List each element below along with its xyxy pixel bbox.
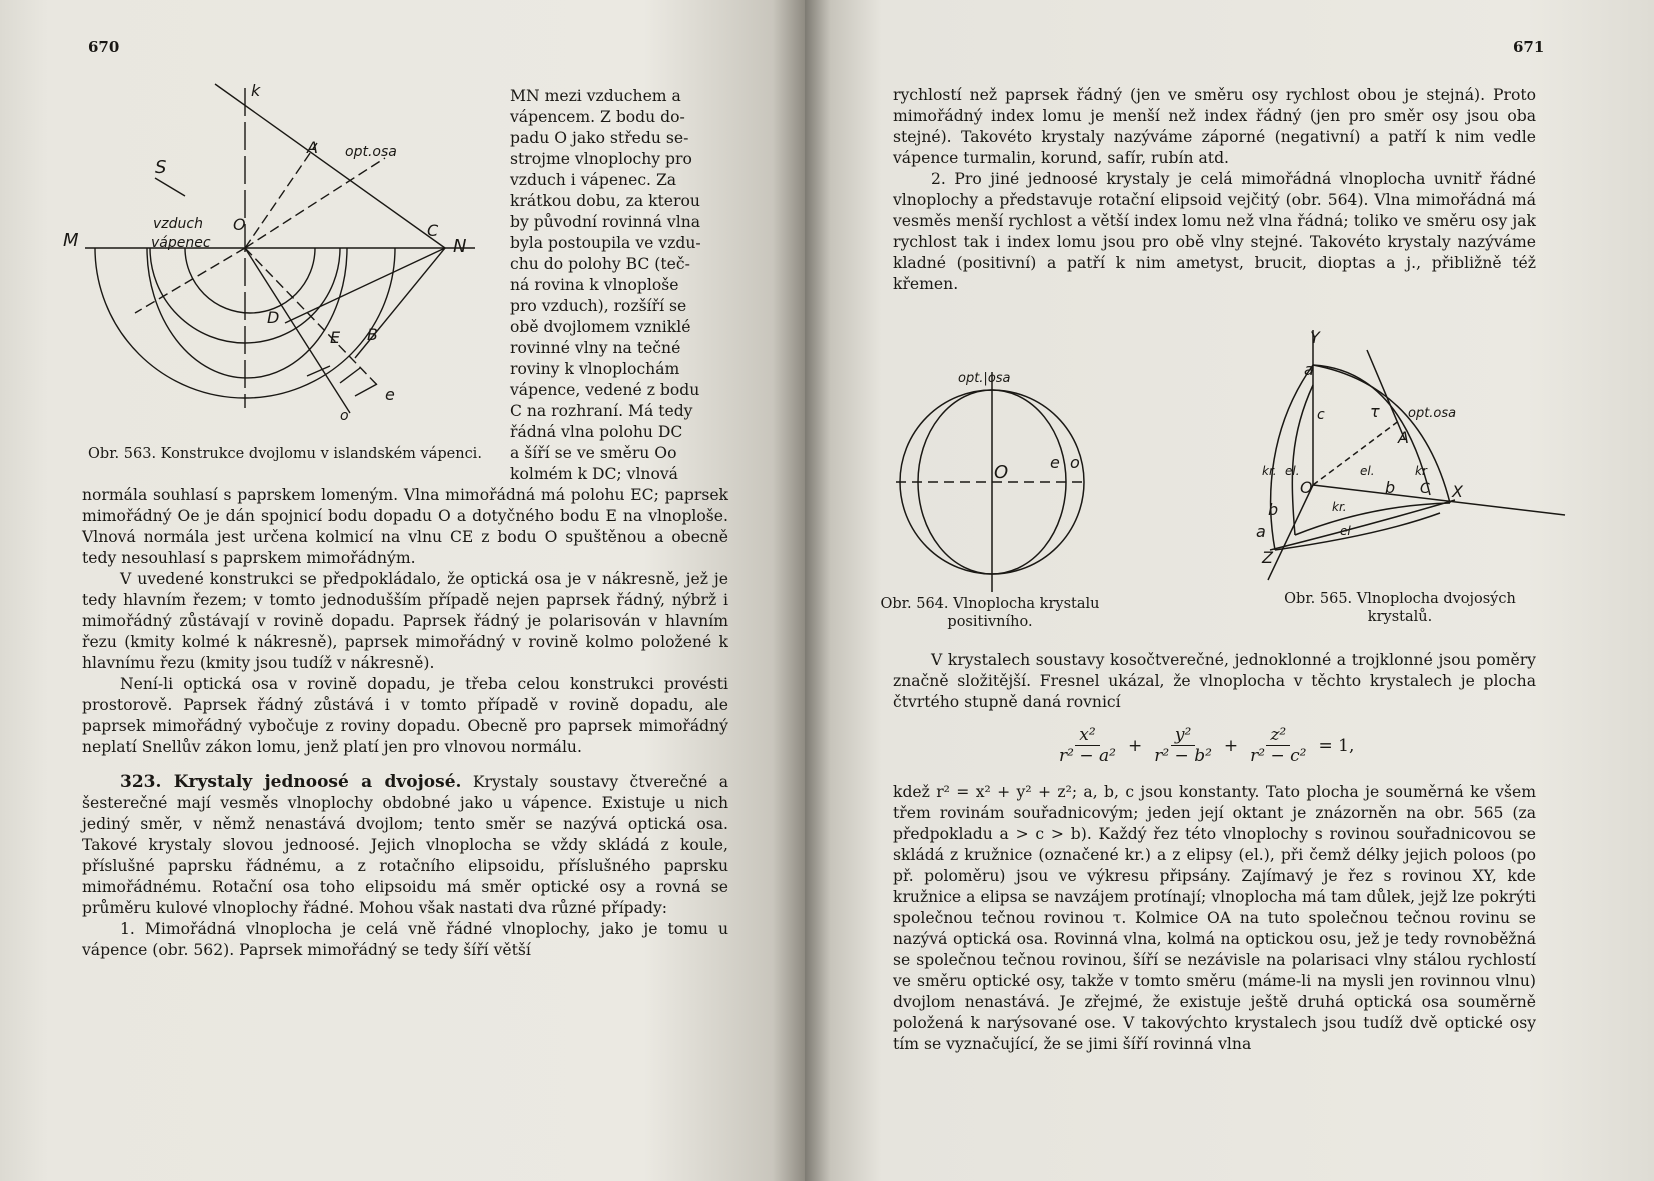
page-number: 670 <box>88 38 120 56</box>
label-O: O <box>1300 478 1313 497</box>
wrap-line: chu do polohy BC (teč- <box>510 255 690 273</box>
term-2-den: r² − b² <box>1154 746 1212 766</box>
figure-565-diagram <box>1256 325 1580 595</box>
label-el-2: el. <box>1360 464 1375 478</box>
fresnel-equation <box>1055 725 1354 766</box>
term-3-den: r² − c² <box>1250 746 1307 766</box>
term-1 <box>1055 725 1120 766</box>
term-1-num: x² <box>1075 725 1099 746</box>
label-Z: Z <box>1262 548 1273 567</box>
label-M: M <box>63 230 79 251</box>
paragraph: rychlostí než paprsek řádný (jen ve směru osy rychlost obou je stejná). Proto mimořádný index lomu je menší než index řádný (jen pro směr osy jsou oba stejné). Takovéto krystaly nazýváme záporné (negativní) a patří k nim vedle vápence turmalin, korund, safír, rubín atd. <box>893 86 1536 167</box>
wrap-line: vápencem. Z bodu do- <box>510 108 685 126</box>
plus-1: + <box>1127 735 1143 756</box>
label-o: o <box>340 408 349 424</box>
label-opt-osa: opt.osa <box>345 144 397 160</box>
label-e: e <box>385 385 395 404</box>
label-a-left: a <box>1256 522 1266 541</box>
wrap-line: rovinné vlny na tečné <box>510 339 681 357</box>
label-b-left: b <box>1268 500 1279 519</box>
label-e: e <box>1050 453 1060 472</box>
label-o: o <box>1070 453 1080 472</box>
plus-2: + <box>1223 735 1239 756</box>
label-X: X <box>1452 482 1463 501</box>
label-S: S <box>155 157 167 178</box>
label-A: A <box>1398 428 1409 447</box>
left-page <box>0 0 805 1181</box>
label-O: O <box>233 215 246 234</box>
wrap-line: obě dvojlomem vzniklé <box>510 318 691 336</box>
wrap-line: roviny k vlnoplochám <box>510 360 680 378</box>
label-kr-1: kr. <box>1262 464 1277 478</box>
label-a-top: a <box>1304 360 1314 379</box>
figure-564-caption: Obr. 564. Vlnoplocha krystalu positivního. <box>880 596 1100 630</box>
label-E: E <box>330 328 341 347</box>
figure-563-diagram <box>55 78 500 438</box>
label-k: k <box>251 81 261 100</box>
item-2: 2. Pro jiné jednoosé krystaly je celá mimořádná vlnoplocha uvnitř řádné vlnoplochy a představuje rotační elipsoid vejčitý (obr. 564). Vlna mimořádná má vesměs menší rychlost a větší index lomu než vlna řádná; toliko ve směru osy jak rychlost tak i index lomu jsou pro obě vlny stejné. Takovéto krystaly nazýváme kladné (positivní) a patří k nim ametyst, brucit, dioptas a j., přibližně též křemen. <box>893 170 1536 293</box>
label-opt-osa: opt.osa <box>1408 406 1457 421</box>
wrap-text-column <box>510 86 728 485</box>
wrap-line: a šíří se ve směru Oo <box>510 444 677 462</box>
paragraph: normála souhlasí s paprskem lomeným. Vlna mimořádná má polohu EC; paprsek mimořádný Oe je dán spojnicí bodu dopadu O a dotyčného bodu E na vlnoploše. Vlnová normála jest určena kolmicí na vlnu CE z bodu O spuštěnou a obecně tedy nesouhlasí s paprskem mimořádným. <box>82 486 728 567</box>
wrap-line: pro vzduch), rozšíří se <box>510 297 687 315</box>
wrap-line: by původní rovinná vlna <box>510 213 701 231</box>
wrap-line: ná rovina k vlnoploše <box>510 276 679 294</box>
label-b: b <box>1385 478 1396 497</box>
right-page <box>805 0 1654 1181</box>
paragraph: V uvedené konstrukci se předpokládalo, že optická osa je v nákresně, jež je tedy hlavním řezem; v tomto jednodušším případě nejen paprsek řádný, nýbrž i mimořádný zůstávají v rovině dopadu. Paprsek řádný je polarisován v hlavním řezu (kmity kolmé k nákresně), paprsek mimořádný v rovině kolmo položené k hlavnímu řezu (kmity jsou tudíž v nákresně). <box>82 570 728 672</box>
para-after-equation: kdež r² = x² + y² + z²; a, b, c jsou konstanty. Tato plocha je souměrná ke všem třem rovinám souřadnicovým; jeden její oktant je znázorněn na obr. 565 (za předpokladu a > c > b). Každý řez této vlnoplochy s rovinou souřadnicovou se skládá z kružnice (označené kr.) a z elipsy (el.), při čemž délky jejich poloos (po př. poloměru) jsou ve výkresu připsány. Zajímavý je řez s rovinou XY, kde kružnice a elipsa se navzájem protínají; vlnoplocha má tam důlek, jejž lze pokrýti společnou tečnou rovinou τ. Kolmice OA na tuto společnou tečnou rovinu se nazývá optická osa. Rovinná vlna, kolmá na optickou osu, jež je tedy rovnoběžná se společnou tečnou rovinou, šíří se nezávisle na polarisaci vlny stálou rychlostí ve směru optické osy, takže v tomto směru (máme-li na mysli jen rovinnou vlnu) dvojlom nenastává. Je zřejmé, že existuje ještě druhá optická osa souměrně položená k narýsované ose. V takovýchto krystalech jsou tudíž dvě optické osy tím se vyznačující, že se jimi šíří rovinná vlna <box>893 783 1536 1053</box>
wrap-line: padu O jako středu se- <box>510 129 689 147</box>
wrap-line: strojme vlnoplochy pro <box>510 150 692 168</box>
label-vzduch: vzduch <box>153 216 203 232</box>
label-Y: Y <box>1310 328 1320 347</box>
label-el-3: el <box>1340 524 1351 538</box>
wrap-line: MN mezi vzduchem a <box>510 87 681 105</box>
label-c: c <box>1317 407 1325 423</box>
wrap-line: krátkou dobu, za kterou <box>510 192 700 210</box>
wrap-line: řádná vlna polohu DC <box>510 423 683 441</box>
figure-564-diagram <box>890 360 1090 600</box>
label-el-1: el. <box>1285 464 1300 478</box>
label-tau: τ <box>1370 402 1380 421</box>
figure-563-caption: Obr. 563. Konstrukce dvojlomu v islandském vápenci. <box>88 446 482 462</box>
term-1-den: r² − a² <box>1059 746 1116 766</box>
wrap-line: C na rozhraní. Má tedy <box>510 402 693 420</box>
label-A: A <box>307 138 318 157</box>
paragraph: Není-li optická osa v rovině dopadu, je třeba celou konstrukci provésti prostorově. Paprsek řádný zůstává i v tomto případě v rovině dopadu, ale paprsek mimořádný vybočuje z roviny dopadu. Obecně pro paprsek mimořádný neplatí Snellův zákon lomu, jenž platí jen pro vlnovou normálu. <box>82 675 728 756</box>
label-N: N <box>453 236 467 257</box>
label-D: D <box>267 308 280 327</box>
term-2 <box>1150 725 1216 766</box>
right-top-text <box>893 85 1536 295</box>
label-kr-3: kr. <box>1332 500 1347 514</box>
wrap-line: byla postoupila ve vzdu- <box>510 234 701 252</box>
left-body-text <box>82 485 728 961</box>
wrap-line: vzduch i vápenec. Za <box>510 171 677 189</box>
section-323 <box>82 772 728 919</box>
equation-rhs: = 1, <box>1318 735 1355 756</box>
figure-565-caption: Obr. 565. Vlnoplocha dvojosých krystalů. <box>1284 591 1516 625</box>
section-text: Krystaly soustavy čtverečné a šesterečné mají vesměs vlnoplochy obdobné jako u vápence. Existuje u nich jediný směr, v němž nenastává dvojlom; tento směr se nazývá optická osa. Takové krystaly slovou jednoosé. Jejich vlnoplocha se vždy skládá z koule, příslušné paprsku řádnému, a z rotačního elipsoidu, příslušného paprsku mimořádnému. Rotační osa toho elipsoidu má směr optické osy a rovná se průměru kulové vlnoplochy řádné. Mohou však nastati dva různé případy: <box>82 773 728 917</box>
section-heading: 323. Krystaly jednoosé a dvojosé. <box>120 772 462 792</box>
item-1: 1. Mimořádná vlnoplocha je celá vně řádné vlnoplochy, jako je tomu u vápence (obr. 562). Paprsek mimořádný se tedy šíří větší <box>82 920 728 959</box>
term-3-num: z² <box>1266 725 1290 746</box>
label-C: C <box>427 221 439 240</box>
para-fresnel: V krystalech soustavy kosočtverečné, jednoklonné a trojklonné jsou poměry značně složitější. Fresnel ukázal, že vlnoplocha v těchto krystalech je plocha čtvrtého stupně daná rovnicí <box>893 651 1536 711</box>
page-number: 671 <box>1513 38 1545 56</box>
label-kr-2: kr <box>1415 464 1427 478</box>
label-B: B <box>367 325 378 344</box>
term-3 <box>1246 725 1310 766</box>
wrap-line: kolmém k DC; vlnová <box>510 465 678 483</box>
label-opt-osa: opt.|osa <box>958 371 1011 386</box>
label-C: C <box>1420 481 1430 497</box>
label-vapenec: vápenec <box>151 235 211 251</box>
term-2-num: y² <box>1171 725 1195 746</box>
label-O: O <box>994 462 1009 483</box>
wrap-line: vápence, vedené z bodu <box>510 381 700 399</box>
